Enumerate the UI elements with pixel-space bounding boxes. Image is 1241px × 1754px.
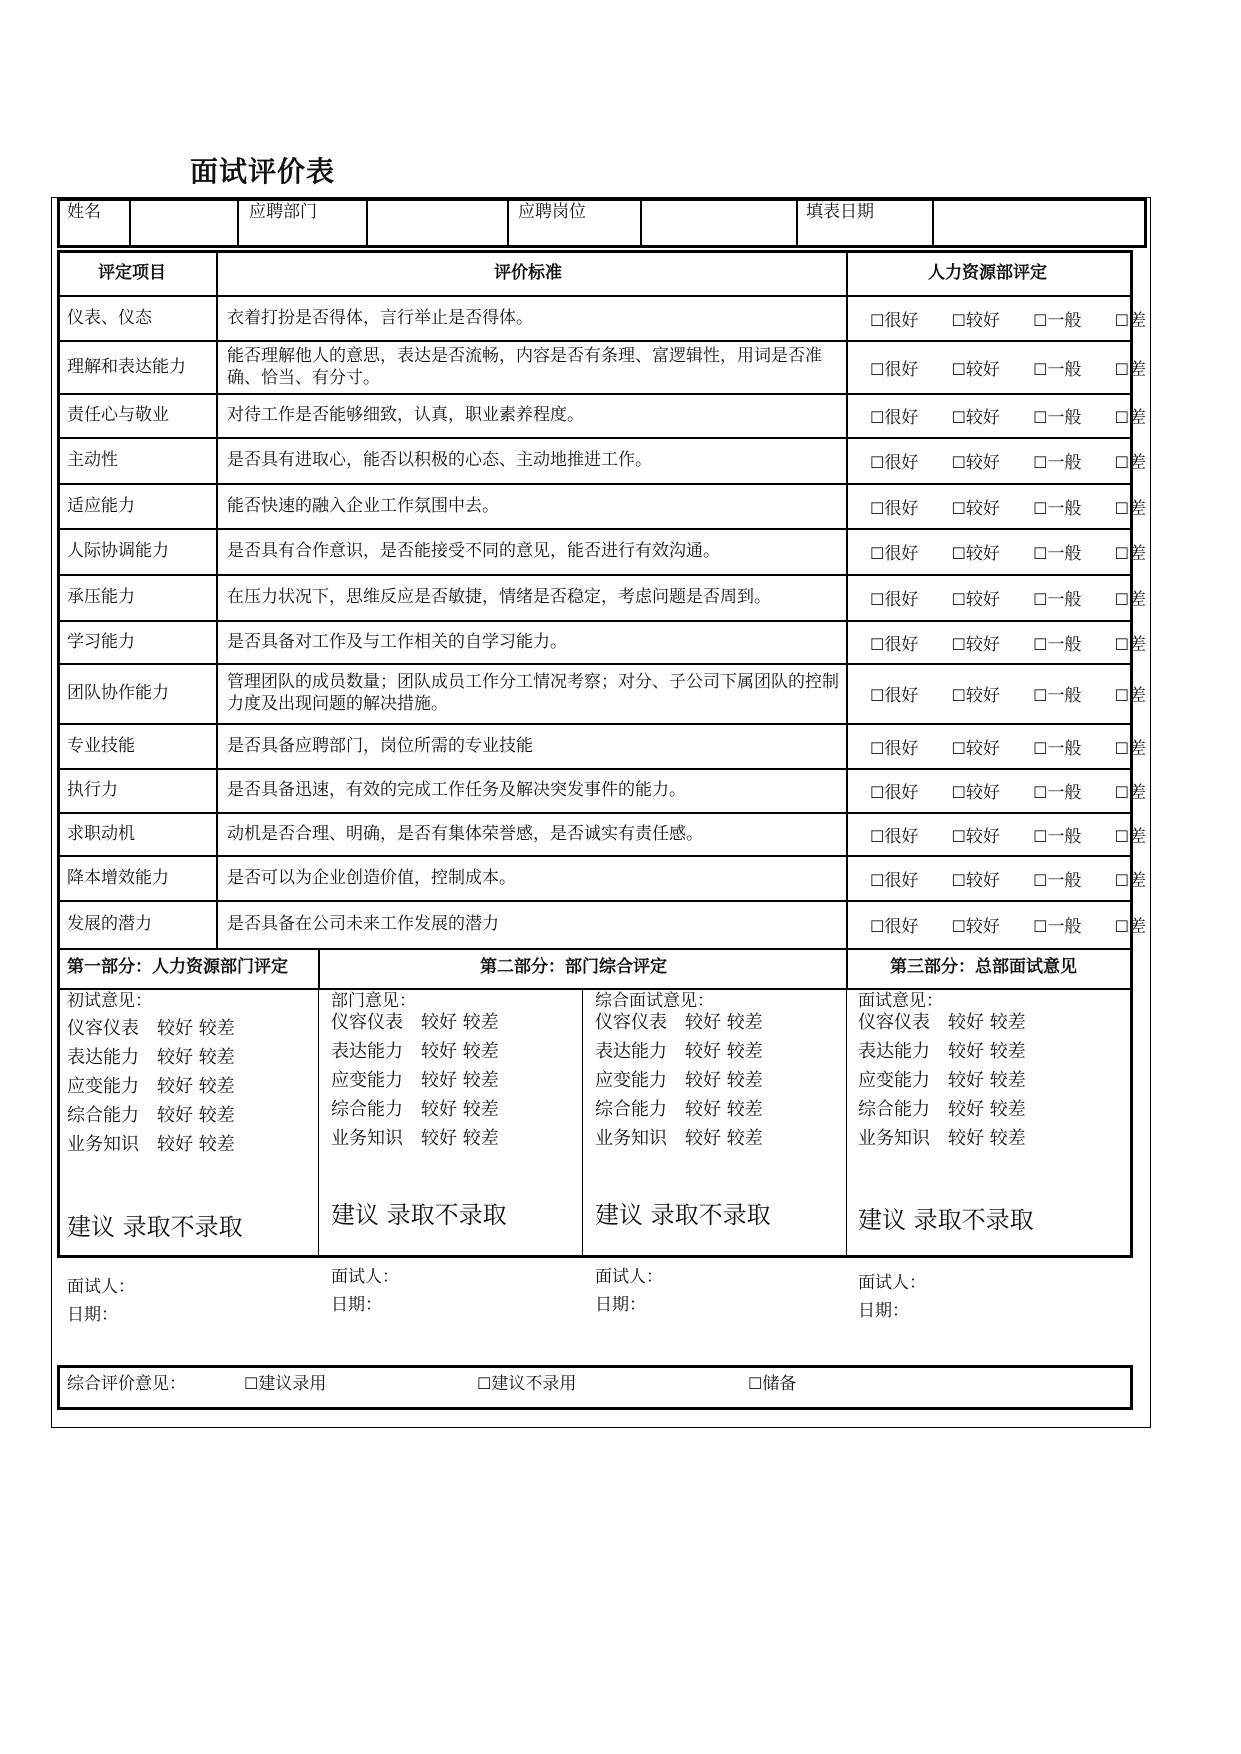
- rating-option[interactable]: ☐较好: [951, 826, 1000, 847]
- rating-option[interactable]: ☐较好: [951, 408, 1000, 428]
- rating-option[interactable]: ☐差: [1114, 738, 1146, 759]
- checkbox-icon[interactable]: ☐: [951, 686, 966, 705]
- row-item-label: 专业技能: [67, 735, 135, 756]
- opinion-line: 业务知识 较好 较差: [595, 1128, 763, 1149]
- checkbox-icon[interactable]: ☐: [1033, 590, 1048, 609]
- opinion-date-label: 日期：: [67, 1305, 118, 1325]
- checkbox-icon[interactable]: ☐: [951, 870, 966, 890]
- opinion-date-label: 日期：: [595, 1295, 646, 1315]
- opinion-line: 表达能力 较好 较差: [858, 1041, 1026, 1062]
- rating-option[interactable]: ☐较好: [951, 738, 1000, 759]
- rating-option[interactable]: ☐一般: [1033, 738, 1082, 759]
- rating-option[interactable]: ☐很好: [870, 408, 919, 428]
- rating-option[interactable]: ☐一般: [1033, 634, 1082, 655]
- rating-option[interactable]: ☐差: [1114, 634, 1146, 655]
- opinion-line: 综合能力 较好 较差: [67, 1105, 235, 1126]
- rating-options: [870, 355, 1146, 380]
- checkbox-icon[interactable]: ☐: [951, 634, 966, 654]
- interviewer-label: 面试人：: [331, 1267, 399, 1287]
- checkbox-icon[interactable]: ☐: [244, 1374, 259, 1393]
- rating-option[interactable]: ☐很好: [870, 686, 919, 706]
- checkbox-icon[interactable]: ☐: [1033, 453, 1048, 472]
- opinion-line: 仪容仪表 较好 较差: [595, 1012, 763, 1033]
- row-item-label: 承压能力: [67, 587, 135, 607]
- row-criteria-text: 是否具有进取心，能否以积极的心态、主动地推进工作。: [227, 450, 652, 470]
- rating-option[interactable]: ☐一般: [1033, 453, 1082, 473]
- rating-option[interactable]: ☐差: [1114, 870, 1146, 891]
- rating-options: [870, 448, 1146, 473]
- checkbox-icon[interactable]: ☐: [870, 310, 885, 330]
- name-label: 姓名: [67, 202, 101, 222]
- rating-option[interactable]: ☐一般: [1033, 544, 1082, 564]
- checkbox-icon[interactable]: ☐: [1114, 310, 1129, 330]
- opinion-heading: 综合面试意见：: [595, 991, 714, 1011]
- opinion-date-label: 日期：: [331, 1295, 382, 1315]
- row-criteria-text: 衣着打扮是否得体，言行举止是否得体。: [227, 307, 533, 328]
- opinion-heading: 面试意见：: [858, 991, 943, 1011]
- position-label: 应聘岗位: [518, 202, 586, 222]
- row-criteria-text: 能否快速的融入企业工作氛围中去。: [227, 495, 499, 516]
- rating-option[interactable]: ☐较好: [951, 870, 1000, 891]
- rating-option[interactable]: ☐差: [1114, 686, 1146, 706]
- checkbox-icon[interactable]: ☐: [1114, 917, 1129, 936]
- rating-option[interactable]: ☐差: [1114, 590, 1146, 610]
- opinion-date-label: 日期：: [858, 1301, 909, 1321]
- page-title: 面试评价表: [190, 155, 336, 188]
- rating-options: [870, 778, 1146, 803]
- rating-option[interactable]: ☐很好: [870, 783, 919, 803]
- dept-label: 应聘部门: [249, 202, 317, 222]
- rating-options: [870, 585, 1146, 610]
- checkbox-icon[interactable]: ☐: [951, 783, 966, 802]
- rating-options: [870, 306, 1146, 331]
- rating-options: [870, 912, 1146, 937]
- recommend-text: 建议 录取不录取: [858, 1206, 1034, 1234]
- checkbox-icon[interactable]: ☐: [748, 1374, 763, 1393]
- interviewer-label: 面试人：: [595, 1267, 663, 1287]
- opinion-line: 仪容仪表 较好 较差: [858, 1012, 1026, 1033]
- rating-option[interactable]: ☐较好: [951, 498, 1000, 519]
- rating-options: [870, 630, 1146, 655]
- checkbox-icon[interactable]: ☐: [1114, 453, 1129, 472]
- checkbox-icon[interactable]: ☐: [870, 738, 885, 758]
- checkbox-icon[interactable]: ☐: [951, 310, 966, 330]
- checkbox-icon[interactable]: ☐: [870, 783, 885, 802]
- checkbox-icon[interactable]: ☐: [870, 870, 885, 890]
- checkbox-icon[interactable]: ☐: [1114, 590, 1129, 609]
- opinion-heading: 初试意见：: [67, 991, 152, 1011]
- opinion-line: 应变能力 较好 较差: [595, 1070, 763, 1091]
- summary-option-hire[interactable]: ☐建议录用: [244, 1374, 327, 1394]
- rating-options: [870, 681, 1146, 706]
- checkbox-icon[interactable]: ☐: [1114, 783, 1129, 802]
- rating-option[interactable]: ☐较好: [951, 590, 1000, 610]
- rating-option[interactable]: ☐差: [1114, 453, 1146, 473]
- checkbox-icon[interactable]: ☐: [870, 634, 885, 654]
- rating-option[interactable]: ☐一般: [1033, 498, 1082, 519]
- checkbox-icon[interactable]: ☐: [870, 917, 885, 936]
- rating-option[interactable]: ☐一般: [1033, 408, 1082, 428]
- opinion-line: 应变能力 较好 较差: [67, 1076, 235, 1097]
- opinion-line: 业务知识 较好 较差: [331, 1128, 499, 1149]
- rating-option[interactable]: ☐较好: [951, 453, 1000, 473]
- rating-option[interactable]: ☐很好: [870, 738, 919, 759]
- row-item-label: 发展的潜力: [67, 914, 152, 934]
- row-item-label: 理解和表达能力: [67, 356, 186, 377]
- rating-option[interactable]: ☐一般: [1033, 917, 1082, 937]
- row-criteria-text: 是否具备在公司未来工作发展的潜力: [227, 914, 499, 934]
- row-criteria-text: 是否具备应聘部门，岗位所需的专业技能: [227, 735, 533, 756]
- interviewer-label: 面试人：: [858, 1273, 926, 1293]
- rating-option[interactable]: ☐较好: [951, 634, 1000, 655]
- rating-option[interactable]: ☐一般: [1033, 310, 1082, 331]
- opinion-line: 综合能力 较好 较差: [858, 1099, 1026, 1120]
- row-item-label: 降本增效能力: [67, 867, 169, 888]
- rating-option[interactable]: ☐较好: [951, 917, 1000, 937]
- col-header-hr: 人力资源部评定: [928, 263, 1047, 283]
- row-item-label: 主动性: [67, 450, 118, 470]
- row-criteria-text: 是否具备迅速，有效的完成工作任务及解决突发事件的能力。: [227, 780, 686, 800]
- rating-options: [870, 734, 1146, 759]
- checkbox-icon[interactable]: ☐: [1114, 634, 1129, 654]
- opinion-heading: 部门意见：: [331, 991, 416, 1011]
- checkbox-icon[interactable]: ☐: [1114, 738, 1129, 758]
- rating-options: [870, 494, 1146, 519]
- row-criteria-text: 在压力状况下，思维反应是否敏捷，情绪是否稳定，考虑问题是否周到。: [227, 587, 771, 607]
- row-item-label: 人际协调能力: [67, 541, 169, 561]
- rating-option[interactable]: ☐很好: [870, 917, 919, 937]
- recommend-text: 建议 录取不录取: [67, 1213, 243, 1241]
- row-criteria-text: 管理团队的成员数量；团队成员工作分工情况考察；对分、子公司下属团队的控制力度及出现问题的解决措施。: [227, 672, 839, 714]
- checkbox-icon[interactable]: ☐: [1033, 870, 1048, 890]
- checkbox-icon[interactable]: ☐: [870, 498, 885, 518]
- checkbox-icon[interactable]: ☐: [870, 826, 885, 846]
- row-item-label: 学习能力: [67, 631, 135, 652]
- row-item-label: 团队协作能力: [67, 683, 169, 703]
- checkbox-icon[interactable]: ☐: [951, 453, 966, 472]
- checkbox-icon[interactable]: ☐: [1033, 359, 1048, 379]
- checkbox-icon[interactable]: ☐: [951, 917, 966, 936]
- date-label: 填表日期: [806, 202, 874, 222]
- rating-option[interactable]: ☐较好: [951, 686, 1000, 706]
- opinion-line: 表达能力 较好 较差: [595, 1041, 763, 1062]
- checkbox-icon[interactable]: ☐: [870, 359, 885, 379]
- row-criteria-text: 是否可以为企业创造价值，控制成本。: [227, 867, 516, 888]
- checkbox-icon[interactable]: ☐: [1033, 826, 1048, 846]
- checkbox-icon[interactable]: ☐: [1033, 544, 1048, 563]
- opinion-line: 业务知识 较好 较差: [67, 1134, 235, 1155]
- rating-option[interactable]: ☐差: [1114, 310, 1146, 331]
- checkbox-icon[interactable]: ☐: [951, 544, 966, 563]
- date-field[interactable]: [934, 201, 1144, 245]
- rating-option[interactable]: ☐差: [1114, 544, 1146, 564]
- checkbox-icon[interactable]: ☐: [1114, 826, 1129, 846]
- row-criteria-text: 是否具备对工作及与工作相关的自学习能力。: [227, 631, 567, 652]
- part3-heading: 第三部分：总部面试意见: [890, 957, 1077, 977]
- rating-option[interactable]: ☐一般: [1033, 826, 1082, 847]
- checkbox-icon[interactable]: ☐: [1033, 498, 1048, 518]
- opinion-line: 综合能力 较好 较差: [595, 1099, 763, 1120]
- row-item-label: 仪表、仪态: [67, 307, 152, 328]
- rating-option[interactable]: ☐差: [1114, 917, 1146, 937]
- opinion-line: 仪容仪表 较好 较差: [331, 1012, 499, 1033]
- row-item-label: 求职动机: [67, 823, 135, 844]
- summary-row: [57, 1365, 1133, 1410]
- opinion-line: 表达能力 较好 较差: [331, 1041, 499, 1062]
- opinion-line: 业务知识 较好 较差: [858, 1128, 1026, 1149]
- checkbox-icon[interactable]: ☐: [1033, 783, 1048, 802]
- checkbox-icon[interactable]: ☐: [1033, 738, 1048, 758]
- row-criteria-text: 能否理解他人的意思，表达是否流畅，内容是否有条理、富逻辑性，用词是否准确、恰当、有分寸。: [227, 345, 822, 388]
- checkbox-icon[interactable]: ☐: [951, 408, 966, 427]
- opinion-line: 仪容仪表 较好 较差: [67, 1018, 235, 1039]
- rating-option[interactable]: ☐差: [1114, 498, 1146, 519]
- rating-option[interactable]: ☐很好: [870, 826, 919, 847]
- row-criteria-text: 是否具有合作意识，是否能接受不同的意见，能否进行有效沟通。: [227, 541, 720, 561]
- opinion-line: 综合能力 较好 较差: [331, 1099, 499, 1120]
- row-criteria-text: 对待工作是否能够细致，认真，职业素养程度。: [227, 405, 584, 425]
- opinion-line: 应变能力 较好 较差: [331, 1070, 499, 1091]
- rating-options: [870, 866, 1146, 891]
- row-item-label: 责任心与敬业: [67, 405, 169, 425]
- summary-option-reserve[interactable]: ☐储备: [748, 1374, 797, 1394]
- rating-option[interactable]: ☐一般: [1033, 590, 1082, 610]
- rating-option[interactable]: ☐很好: [870, 310, 919, 331]
- part2-heading: 第二部分：部门综合评定: [480, 957, 667, 977]
- checkbox-icon[interactable]: ☐: [1033, 917, 1048, 936]
- rating-options: [870, 403, 1146, 428]
- checkbox-icon[interactable]: ☐: [1114, 408, 1129, 427]
- row-criteria-text: 动机是否合理、明确，是否有集体荣誉感，是否诚实有责任感。: [227, 823, 703, 844]
- checkbox-icon[interactable]: ☐: [870, 544, 885, 563]
- part1-heading: 第一部分：人力资源部门评定: [67, 957, 288, 977]
- checkbox-icon[interactable]: ☐: [870, 590, 885, 609]
- row-item-label: 适应能力: [67, 495, 135, 516]
- checkbox-icon[interactable]: ☐: [1114, 359, 1129, 379]
- rating-option[interactable]: ☐很好: [870, 453, 919, 473]
- checkbox-icon[interactable]: ☐: [1033, 310, 1048, 330]
- interviewer-label: 面试人：: [67, 1277, 135, 1297]
- rating-option[interactable]: ☐很好: [870, 590, 919, 610]
- rating-option[interactable]: ☐一般: [1033, 870, 1082, 891]
- checkbox-icon[interactable]: ☐: [1114, 498, 1129, 518]
- rating-options: [870, 822, 1146, 847]
- checkbox-icon[interactable]: ☐: [1033, 686, 1048, 705]
- checkbox-icon[interactable]: ☐: [1114, 686, 1129, 705]
- checkbox-icon[interactable]: ☐: [951, 590, 966, 609]
- rating-option[interactable]: ☐较好: [951, 783, 1000, 803]
- checkbox-icon[interactable]: ☐: [870, 408, 885, 427]
- rating-option[interactable]: ☐一般: [1033, 686, 1082, 706]
- col-header-item: 评定项目: [98, 263, 166, 283]
- checkbox-icon[interactable]: ☐: [870, 686, 885, 705]
- rating-option[interactable]: ☐一般: [1033, 783, 1082, 803]
- dept-field[interactable]: [368, 201, 505, 245]
- checkbox-icon[interactable]: ☐: [1033, 408, 1048, 427]
- checkbox-icon[interactable]: ☐: [1114, 544, 1129, 563]
- rating-option[interactable]: ☐较好: [951, 310, 1000, 331]
- checkbox-icon[interactable]: ☐: [1114, 870, 1129, 890]
- rating-option[interactable]: ☐差: [1114, 359, 1146, 380]
- name-field[interactable]: [131, 201, 235, 245]
- rating-option[interactable]: ☐差: [1114, 783, 1146, 803]
- checkbox-icon[interactable]: ☐: [951, 359, 966, 379]
- opinion-line: 表达能力 较好 较差: [67, 1047, 235, 1068]
- recommend-text: 建议 录取不录取: [595, 1201, 771, 1229]
- summary-option-reject[interactable]: ☐建议不录用: [477, 1374, 577, 1394]
- row-item-label: 执行力: [67, 780, 118, 800]
- checkbox-icon[interactable]: ☐: [477, 1374, 492, 1393]
- checkbox-icon[interactable]: ☐: [870, 453, 885, 472]
- rating-option[interactable]: ☐很好: [870, 634, 919, 655]
- checkbox-icon[interactable]: ☐: [1033, 634, 1048, 654]
- checkbox-icon[interactable]: ☐: [951, 738, 966, 758]
- rating-option[interactable]: ☐很好: [870, 870, 919, 891]
- recommend-text: 建议 录取不录取: [331, 1201, 507, 1229]
- rating-option[interactable]: ☐一般: [1033, 359, 1082, 380]
- position-field[interactable]: [642, 201, 794, 245]
- rating-option[interactable]: ☐很好: [870, 359, 919, 380]
- rating-options: [870, 539, 1146, 564]
- col-header-criteria: 评价标准: [494, 263, 562, 283]
- rating-option[interactable]: ☐较好: [951, 359, 1000, 380]
- rating-option[interactable]: ☐很好: [870, 498, 919, 519]
- checkbox-icon[interactable]: ☐: [951, 826, 966, 846]
- summary-label: 综合评价意见：: [67, 1374, 186, 1394]
- rating-option[interactable]: ☐较好: [951, 544, 1000, 564]
- rating-option[interactable]: ☐差: [1114, 826, 1146, 847]
- opinion-line: 应变能力 较好 较差: [858, 1070, 1026, 1091]
- rating-option[interactable]: ☐很好: [870, 544, 919, 564]
- checkbox-icon[interactable]: ☐: [951, 498, 966, 518]
- rating-option[interactable]: ☐差: [1114, 408, 1146, 428]
